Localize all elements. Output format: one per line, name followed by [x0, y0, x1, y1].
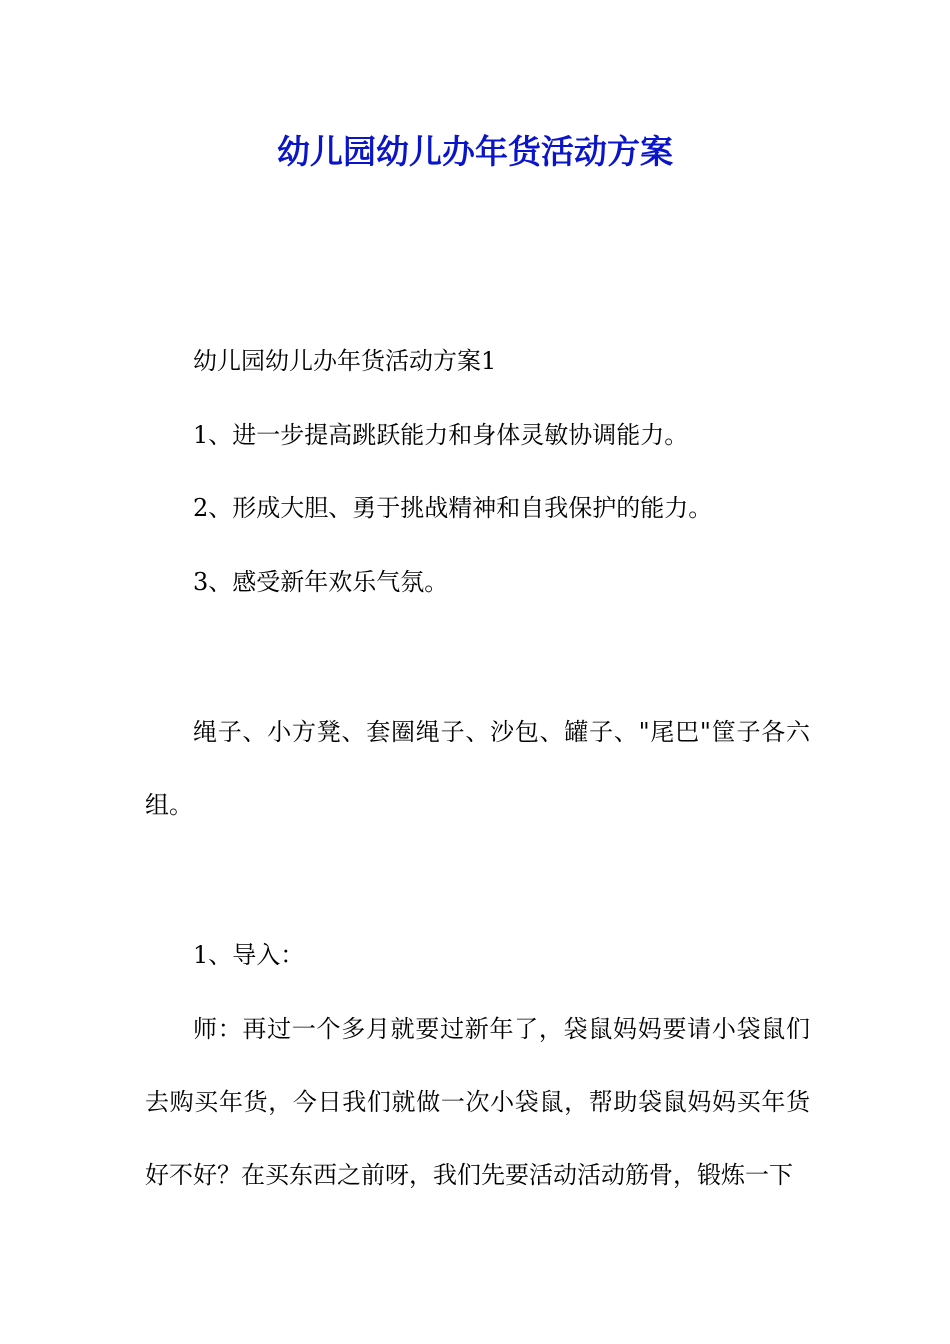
- section-heading: 幼儿园幼儿办年货活动方案1: [193, 347, 497, 375]
- materials-paragraph: 绳子、小方凳、套圈绳子、沙包、罐子、"尾巴"筐子各六组。: [145, 718, 810, 819]
- document-title: 幼儿园幼儿办年货活动方案: [277, 132, 673, 171]
- goal-item-2: 2、形成大胆、勇于挑战精神和自我保护的能力。: [193, 494, 713, 522]
- process-step-1: 1、导入：: [193, 941, 305, 969]
- teacher-dialogue-paragraph: 师：再过一个多月就要过新年了，袋鼠妈妈要请小袋鼠们去购买年货，今日我们就做一次小袋鼠，帮助袋鼠妈妈买年货好不好？在买东西之前呀，我们先要活动活动筋骨，锻炼一下: [145, 1015, 810, 1189]
- goal-item-3: 3、感受新年欢乐气氛。: [193, 568, 449, 596]
- goal-item-1: 1、进一步提高跳跃能力和身体灵敏协调能力。: [193, 421, 689, 449]
